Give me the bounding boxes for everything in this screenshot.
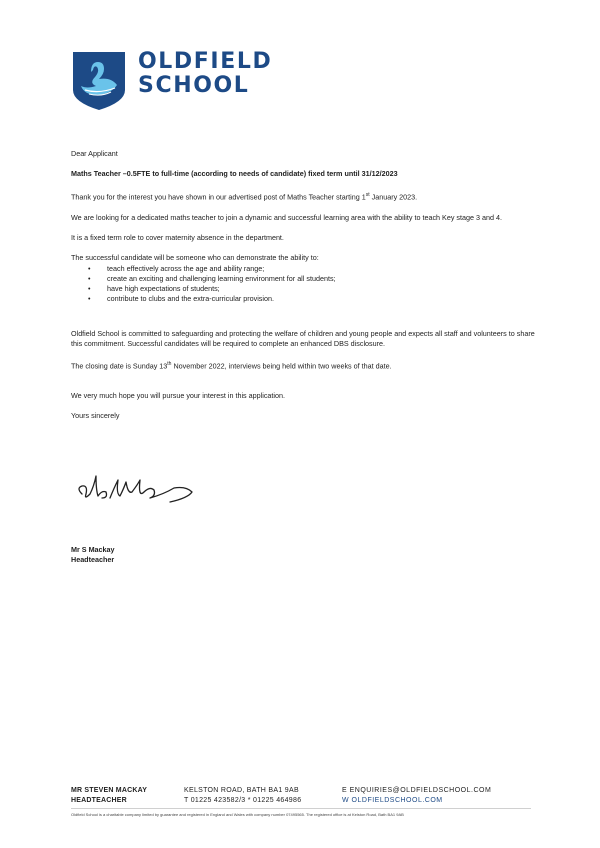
- ordinal-suffix: th: [167, 361, 172, 368]
- footer-name: MR STEVEN MACKAY: [71, 787, 148, 794]
- swan-shield-logo: [71, 50, 127, 112]
- signer-title: Headteacher: [71, 555, 115, 564]
- ordinal-suffix: st: [365, 192, 370, 198]
- list-item: • have high expectations of students;: [71, 284, 541, 294]
- list-item: • contribute to clubs and the extra-curricular provision.: [71, 294, 541, 304]
- list-item: • create an exciting and challenging learning environment for all students;: [71, 274, 541, 284]
- signer-name: Mr S Mackay: [71, 545, 115, 554]
- footer-address-block: [184, 786, 301, 806]
- closing-date-text: The closing date is Sunday 13: [71, 361, 168, 371]
- footer-website[interactable]: W OLDFIELDSCHOOL.COM: [342, 797, 443, 804]
- salutation: Dear Applicant: [71, 149, 118, 158]
- closing-date-text-end: November 2022, interviews being held within two weeks of that date.: [171, 361, 392, 371]
- school-name-line1: OLDFIELD: [138, 49, 273, 74]
- subject-line: Maths Teacher –0.5FTE to full-time (according to needs of candidate) fixed term until 31/12/2023: [71, 169, 398, 178]
- paragraph-thanks-text: Thank you for the interest you have shown in our advertised post of Maths Teacher starting 1: [71, 192, 366, 202]
- valediction: Yours sincerely: [71, 410, 120, 420]
- footer-divider: [71, 808, 531, 809]
- footer-email[interactable]: E ENQUIRIES@OLDFIELDSCHOOL.COM: [342, 787, 492, 794]
- footer-address: KELSTON ROAD, BATH BA1 9AB: [184, 787, 299, 794]
- paragraph-thanks: [71, 190, 541, 202]
- signer-block: [71, 545, 115, 565]
- paragraph-role: We are looking for a dedicated maths teacher to join a dynamic and successful learning area with the ability to teach Key stage 3 and 4.: [71, 213, 502, 223]
- paragraph-safeguarding: Oldfield School is committed to safeguarding and protecting the welfare of children and young people and expects all staff and volunteers to share this commitment. Successful candidates will be required to complete an enhanced DBS disclosure.: [71, 329, 535, 349]
- footer-role: HEADTEACHER: [71, 797, 127, 804]
- paragraph-hope: We very much hope you will pursue your interest in this application.: [71, 390, 285, 400]
- footer-legal-notice: Oldfield School is a charitable company limited by guarantee and registered in England and Wales with company number 07495565. The registered office is at Kelston Road, Bath BA1 9AB: [71, 812, 404, 817]
- list-item: • teach effectively across the age and ability range;: [71, 264, 541, 274]
- school-name: [138, 50, 272, 98]
- paragraph-requirements-intro: The successful candidate will be someone who can demonstrate the ability to:: [71, 253, 319, 263]
- paragraph-closing-date: [71, 359, 541, 371]
- footer-online-block: [342, 786, 491, 806]
- handwritten-signature: [74, 468, 199, 510]
- footer-phone: T 01225 423582/3 * 01225 464986: [184, 797, 302, 804]
- paragraph-thanks-text-end: January 2023.: [369, 192, 418, 202]
- footer-head-contact: [71, 786, 147, 806]
- letter-body: [71, 149, 541, 421]
- requirements-list: [71, 264, 541, 304]
- paragraph-fixed-term: It is a fixed term role to cover maternity absence in the department.: [71, 233, 284, 243]
- school-name-line2: SCHOOL: [138, 73, 250, 98]
